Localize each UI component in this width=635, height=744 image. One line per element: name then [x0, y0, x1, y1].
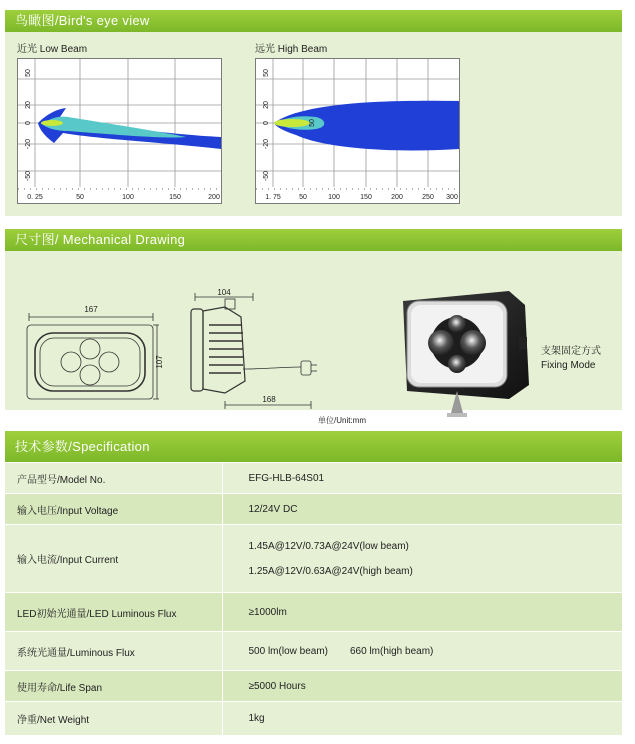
low-x-tick: 50	[76, 194, 84, 201]
mechanical-section	[5, 229, 622, 425]
high-x-tick: 150	[360, 194, 372, 201]
spec-label: 净重/Net Weight	[5, 702, 222, 735]
high-x-tick: 250	[422, 194, 434, 201]
high-beam-plot	[255, 58, 460, 204]
spec-value-pair	[222, 632, 622, 671]
low-beam-plot	[17, 58, 222, 204]
low-beam-core-pattern	[41, 120, 63, 126]
birds-eye-section	[5, 10, 622, 216]
spec-value: ≥1000lm	[222, 593, 622, 632]
product-photo	[397, 287, 537, 425]
high-x-tick: 300	[446, 194, 458, 201]
table-row	[5, 463, 622, 494]
dim-depth: 104	[217, 288, 231, 297]
front-view-drawing	[23, 291, 163, 403]
fixing-en: Fixing Mode	[541, 360, 596, 371]
spec-value: EFG-HLB-64S01	[222, 463, 622, 494]
dim-width: 167	[84, 305, 98, 314]
low-beam-mid-pattern	[42, 117, 186, 138]
low-x-tick: 0. 25	[27, 194, 43, 201]
high-inner-label: 50	[309, 119, 316, 127]
high-x-tick: 1. 75	[265, 194, 281, 201]
low-x-tick: 150	[169, 194, 181, 201]
high-y-tick: -50	[263, 170, 270, 182]
low-beam-title: 近光 Low Beam	[17, 44, 88, 55]
high-x-tick: 100	[328, 194, 340, 201]
high-beam-chart	[256, 59, 459, 203]
table-row	[5, 671, 622, 702]
spec-value: 1kg	[222, 702, 622, 735]
high-y-tick: 0	[263, 121, 270, 125]
unit-label: 单位/Unit:mm	[318, 416, 366, 425]
high-y-tick: 50	[263, 69, 270, 77]
low-y-tick: -50	[25, 170, 32, 182]
spec-label: 使用寿命/Life Span	[5, 671, 222, 702]
spec-value: 660 lm(high beam)	[349, 645, 434, 657]
spec-value-multiline	[222, 525, 622, 593]
dim-cable: 168	[262, 395, 276, 404]
spec-value: 12/24V DC	[222, 494, 622, 525]
spec-label: 输入电压/Input Voltage	[5, 494, 222, 525]
spec-label: LED初始光通量/LED Luminous Flux	[5, 593, 222, 632]
spec-value: ≥5000 Hours	[222, 671, 622, 702]
mechanical-title: 尺寸图/ Mechanical Drawing	[5, 229, 622, 251]
table-row	[5, 702, 622, 735]
birds-eye-title: 鸟瞰图/Bird's eye view	[5, 10, 622, 32]
spec-label: 产品型号/Model No.	[5, 463, 222, 494]
low-x-tick: 100	[122, 194, 134, 201]
table-row	[5, 525, 622, 593]
table-row	[5, 593, 622, 632]
spec-label: 输入电流/Input Current	[5, 525, 222, 593]
dim-height: 107	[155, 355, 164, 369]
low-y-tick: 50	[25, 69, 32, 77]
spec-value: 1.25A@12V/0.63A@24V(high beam)	[248, 565, 413, 577]
high-x-tick: 200	[391, 194, 403, 201]
high-x-tick: 50	[299, 194, 307, 201]
high-beam-core-pattern	[274, 119, 310, 127]
high-beam-title: 远光 High Beam	[255, 44, 328, 55]
low-beam-chart	[18, 59, 221, 203]
specification-section	[5, 431, 622, 736]
spec-table	[5, 462, 622, 735]
low-y-tick: 0	[25, 121, 32, 125]
spec-value: 1.45A@12V/0.73A@24V(low beam)	[248, 540, 409, 552]
spec-label: 系统光通量/Luminous Flux	[5, 632, 222, 671]
fixing-mode-caption	[541, 345, 601, 373]
mechanical-body	[5, 251, 622, 425]
birds-eye-body	[5, 32, 622, 216]
low-x-tick: 200	[208, 194, 220, 201]
spec-value: 500 lm(low beam)	[248, 645, 328, 657]
high-y-tick: -20	[263, 138, 270, 150]
high-y-tick: 20	[263, 101, 270, 109]
low-y-tick: -20	[25, 138, 32, 150]
fixing-cn: 支架固定方式	[541, 346, 601, 357]
table-row	[5, 494, 622, 525]
specification-title: 技术参数/Specification	[5, 431, 622, 462]
side-view-drawing	[185, 289, 335, 413]
low-y-tick: 20	[25, 101, 32, 109]
table-row	[5, 632, 622, 671]
